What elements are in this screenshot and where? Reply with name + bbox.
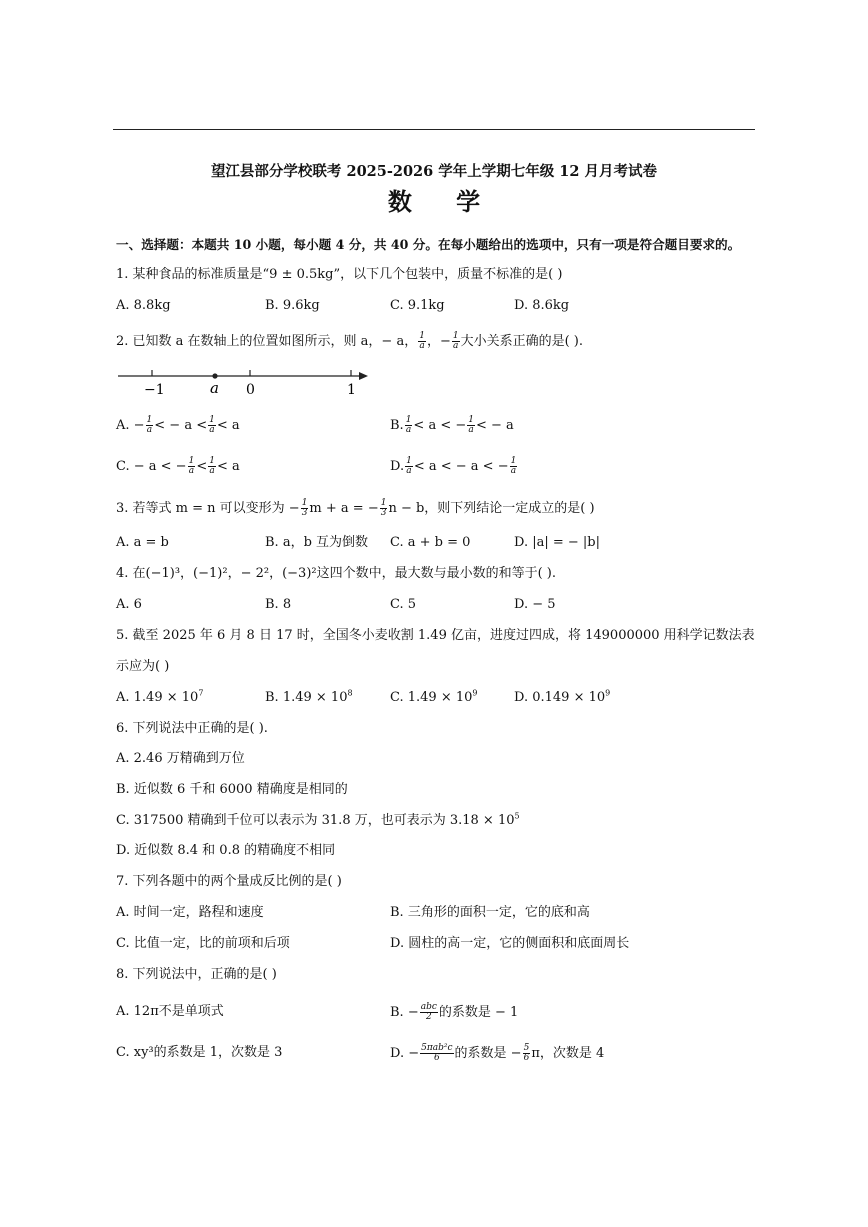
fraction-1-over-a: [146, 416, 154, 435]
opt-text: < a < − a < −: [413, 459, 509, 474]
opt-text: < a < −: [413, 418, 467, 433]
opt-text: <: [196, 459, 208, 474]
fraction-1-over-a: [467, 416, 475, 435]
q5-stem-line-2: 示应为( ): [116, 659, 170, 674]
opt-text: B. 1.49 × 10: [265, 690, 348, 705]
opt-text: A. −: [116, 418, 145, 433]
q2-option-d: [390, 457, 518, 476]
q3-option-d: D. |a| = − |b|: [514, 535, 600, 550]
exponent: 9: [605, 688, 611, 698]
fraction-1-over-a: [452, 332, 460, 351]
label-minus-1: −1: [144, 382, 165, 398]
q2-option-c: [116, 457, 240, 476]
q6-option-c: [116, 812, 520, 830]
point-a-dot: [212, 373, 217, 378]
q3-stem-part-3: n − b，则下列结论一定成立的是( ): [388, 501, 595, 516]
q2-stem-part-3: 大小关系正确的是( ).: [460, 334, 584, 349]
frac-den: a: [405, 425, 412, 435]
fraction-1-over-a: [418, 332, 426, 351]
opt-text: < − a <: [154, 418, 208, 433]
label-1: 1: [347, 382, 356, 398]
frac-num: 1: [188, 456, 195, 466]
fraction-1-over-3: [380, 499, 388, 518]
number-line: [118, 362, 378, 398]
frac-num: abc: [420, 1002, 437, 1012]
frac-num: 1: [406, 456, 412, 466]
fraction-1-over-a: [405, 416, 413, 435]
opt-text: B. −: [390, 1005, 419, 1020]
frac-den: a: [146, 425, 153, 435]
frac-den: a: [406, 466, 412, 476]
label-a: a: [210, 379, 219, 397]
frac-num: 1: [301, 498, 308, 508]
q8-option-b: [390, 1003, 518, 1022]
q6-option-b: B. 近似数 6 千和 6000 精确度是相同的: [116, 782, 348, 797]
q1-option-d: D. 8.6kg: [514, 298, 570, 313]
frac-den: a: [468, 425, 474, 435]
opt-text: C. − a < −: [116, 459, 187, 474]
q4-option-b: B. 8: [265, 597, 292, 612]
fraction-1-over-a: [208, 416, 216, 435]
subject-title: 数 学: [387, 187, 499, 216]
q3-stem-part-2: m + a = −: [309, 501, 379, 516]
frac-num: 1: [209, 456, 215, 466]
q8-option-c: C. xy³的系数是 1，次数是 3: [116, 1045, 283, 1060]
q8-stem: 8. 下列说法中，正确的是( ): [116, 967, 277, 982]
frac-num: 5: [523, 1043, 530, 1053]
frac-den: a: [188, 466, 195, 476]
q5-option-a: [116, 689, 203, 707]
q1-stem: 1. 某种食品的标准质量是“9 ± 0.5kg”，以下几个包装中，质量不标准的是( ): [116, 267, 563, 282]
opt-text: 的系数是 −: [454, 1046, 522, 1061]
opt-text: A. 1.49 × 10: [116, 690, 199, 705]
fraction-term-over-6: [420, 1044, 453, 1063]
q3-option-a: A. a = b: [116, 535, 169, 550]
q6-option-a: A. 2.46 万精确到万位: [116, 751, 245, 766]
section-heading: 一、选择题：本题共 10 小题，每小题 4 分，共 40 分。在每小题给出的选项中，只有一项是符合题目要求的。: [116, 237, 741, 252]
frac-num: 1: [452, 331, 459, 341]
q2-option-b: [390, 416, 514, 435]
exponent: 9: [472, 688, 478, 698]
exam-title: 望江县部分学校联考 2025-2026 学年上学期七年级 12 月月考试卷: [210, 163, 658, 180]
q8-option-a: A. 12π不是单项式: [116, 1004, 224, 1019]
frac-den: a: [510, 466, 517, 476]
opt-text: < − a: [475, 418, 514, 433]
q6-option-d: D. 近似数 8.4 和 0.8 的精确度不相同: [116, 843, 336, 858]
opt-text: C. 1.49 × 10: [390, 690, 473, 705]
q4-option-c: C. 5: [390, 597, 417, 612]
opt-text: C. 317500 精确到千位可以表示为 31.8 万，也可表示为 3.18 × 10: [116, 813, 515, 828]
opt-text: D.: [390, 459, 405, 474]
frac-num: 1: [419, 331, 425, 341]
frac-num: 1: [468, 415, 474, 425]
frac-den: a: [209, 425, 215, 435]
frac-num: 1: [510, 456, 517, 466]
q7-stem: 7. 下列各题中的两个量成反比例的是( ): [116, 874, 342, 889]
fraction-1-over-a: [188, 457, 196, 476]
q2-stem-part-1: 2. 已知数 a 在数轴上的位置如图所示，则 a，− a，: [116, 334, 418, 349]
frac-num: 5πab²c: [421, 1043, 453, 1053]
fraction-1-over-a: [405, 457, 413, 476]
fraction-1-over-3: [301, 499, 309, 518]
opt-text: D. 0.149 × 10: [514, 690, 606, 705]
q7-option-d: D. 圆柱的高一定，它的侧面积和底面周长: [390, 936, 630, 951]
label-0: 0: [246, 382, 255, 398]
frac-num: 1: [146, 415, 153, 425]
q7-option-a: A. 时间一定，路程和速度: [116, 905, 264, 920]
exponent: 7: [198, 688, 204, 698]
arrow-head-icon: [359, 372, 368, 380]
fraction-1-over-a: [510, 457, 518, 476]
q1-option-a: A. 8.8kg: [116, 298, 171, 313]
q2-stem-part-2: ，−: [426, 334, 451, 349]
fraction-abc-over-2: [420, 1003, 438, 1022]
frac-den: 6: [433, 1053, 440, 1063]
q8-option-d: [390, 1044, 604, 1063]
q3-stem: [116, 499, 595, 518]
fraction-5-over-6: [523, 1044, 531, 1063]
q3-option-c: C. a + b = 0: [390, 535, 471, 550]
q4-option-d: D. − 5: [514, 597, 556, 612]
q2-option-a: [116, 416, 240, 435]
frac-num: 1: [405, 415, 412, 425]
frac-den: a: [453, 341, 459, 351]
q7-option-b: B. 三角形的面积一定，它的底和高: [390, 905, 590, 920]
frac-num: 1: [380, 498, 387, 508]
frac-num: 1: [209, 415, 215, 425]
q2-stem: [116, 332, 583, 351]
frac-den: 6: [523, 1053, 530, 1063]
opt-text: < a: [216, 459, 240, 474]
q4-stem: 4. 在(−1)³，(−1)²，− 2²，(−3)²这四个数中，最大数与最小数的和等于( ).: [116, 566, 557, 581]
exponent: 5: [514, 811, 520, 821]
fraction-1-over-a: [208, 457, 216, 476]
q5-option-d: [514, 689, 610, 707]
q7-option-c: C. 比值一定，比的前项和后项: [116, 936, 290, 951]
q5-option-c: [390, 689, 478, 707]
opt-text: 的系数是 − 1: [438, 1005, 519, 1020]
opt-text: < a: [216, 418, 240, 433]
opt-text: B.: [390, 418, 404, 433]
q3-option-b: B. a，b 互为倒数: [265, 535, 369, 550]
frac-den: 2: [425, 1012, 432, 1022]
opt-text: D. −: [390, 1046, 420, 1061]
q1-option-c: C. 9.1kg: [390, 298, 445, 313]
frac-den: a: [419, 341, 425, 351]
q4-option-a: A. 6: [116, 597, 142, 612]
frac-den: a: [209, 466, 215, 476]
q3-stem-part-1: 3. 若等式 m = n 可以变形为 −: [116, 501, 300, 516]
q1-option-b: B. 9.6kg: [265, 298, 320, 313]
q5-stem-line-1: 5. 截至 2025 年 6 月 8 日 17 时，全国冬小麦收割 1.49 亿亩，进度过四成，将 149000000 用科学记数法表: [116, 628, 755, 643]
q5-option-b: [265, 689, 353, 707]
frac-den: 3: [380, 508, 387, 518]
exponent: 8: [347, 688, 353, 698]
top-rule: [113, 129, 755, 130]
frac-den: 3: [301, 508, 308, 518]
opt-text: π，次数是 4: [531, 1046, 605, 1061]
q6-stem: 6. 下列说法中正确的是( ).: [116, 721, 268, 736]
